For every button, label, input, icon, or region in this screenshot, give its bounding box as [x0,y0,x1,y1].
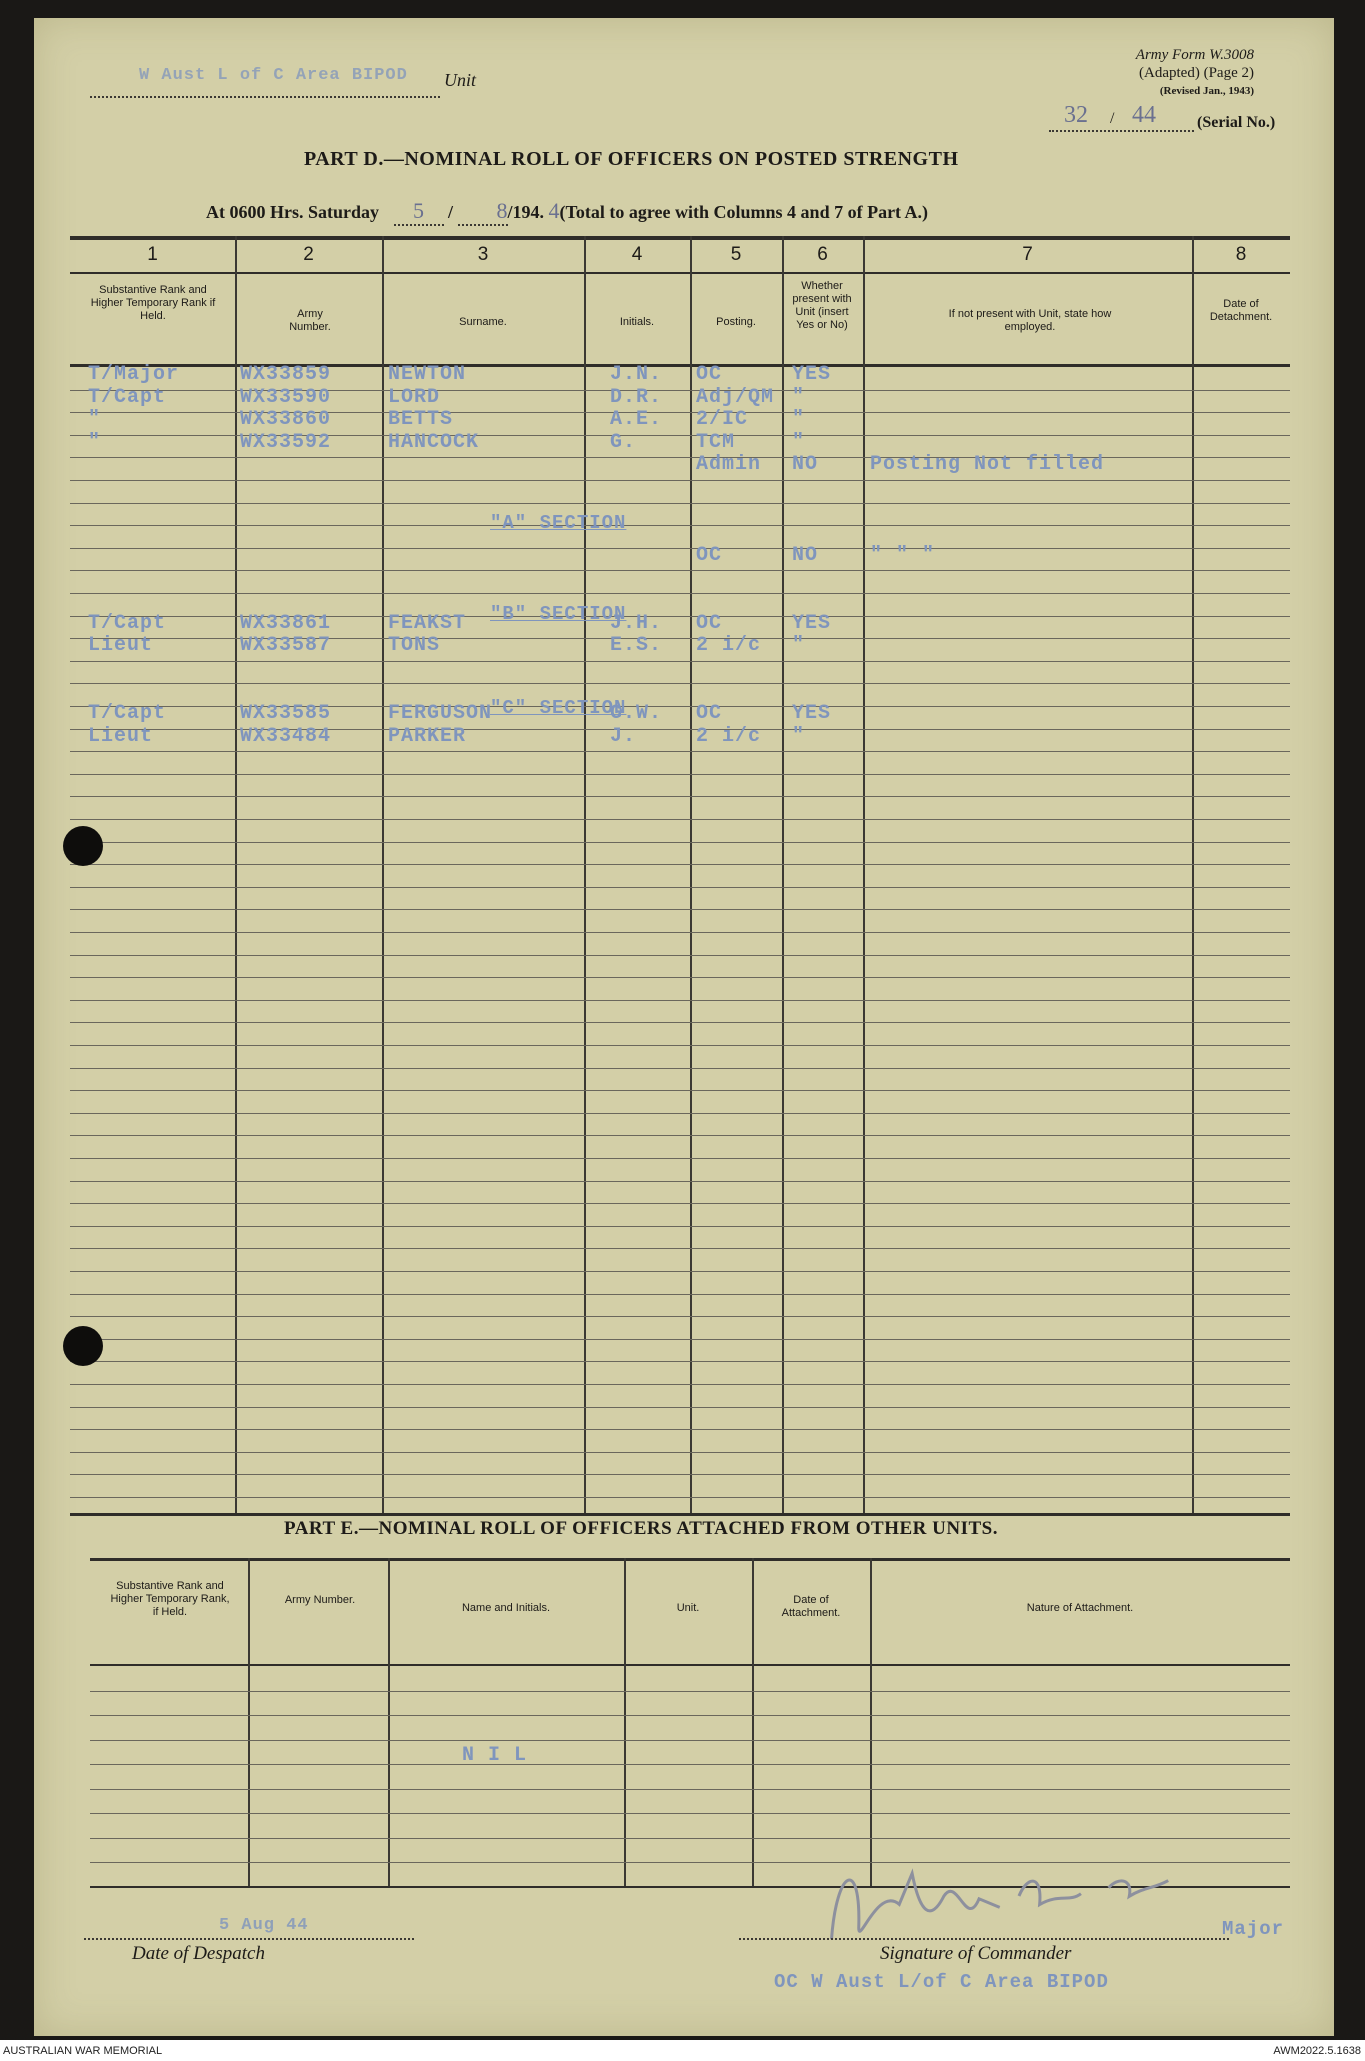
part-e-nil-entry: N I L [462,1744,528,1767]
serial-number-a: 32 [1064,102,1088,128]
signature-dotted-line [739,1936,1229,1940]
entry-surname: PARKER [388,724,467,748]
serial-slash: / [1110,110,1115,127]
ruled-line [70,1068,1290,1069]
ruled-line [70,1384,1290,1385]
entry-posting: 2 i/c [696,724,762,748]
entry-rank: T/Capt [88,611,167,635]
col-divider-1 [235,236,237,1513]
e-header-name: Name and Initials. [461,1602,551,1614]
ruled-line [90,1789,1290,1790]
entry-number: WX33585 [240,702,332,725]
ruled-line [70,1294,1290,1295]
entry-posting: OC [696,611,723,635]
entry-number: WX33859 [240,363,332,386]
ruled-line [70,751,1290,752]
punch-hole-top [63,826,103,866]
entry-rank: T/Capt [88,702,167,725]
ruled-line [70,1407,1290,1408]
entry-initials: J. [610,724,637,748]
month-field [458,198,508,226]
ruled-line [70,977,1290,978]
ruled-line [70,864,1290,865]
ruled-line [70,932,1290,933]
ruled-line [70,593,1290,594]
archive-name: AUSTRALIAN WAR MEMORIAL [3,2045,163,2057]
ruled-line [70,1429,1290,1430]
ruled-line [90,1691,1290,1692]
ruled-line [70,1474,1290,1475]
e-header-unit: Unit. [676,1602,700,1614]
archive-footer [0,2042,1365,2061]
ruled-line [70,1226,1290,1227]
entry-surname: LORD [388,385,441,409]
entry-initials: J.H. [610,611,663,635]
ruled-line [70,661,1290,662]
date-line [206,198,928,226]
ruled-line [70,1271,1290,1272]
ruled-line [90,1740,1290,1741]
ruled-line [70,1497,1290,1498]
col-header-posting: Posting. [716,316,756,328]
form-revised: (Revised Jan., 1943) [1159,85,1254,97]
e-header-nature: Nature of Attachment. [1026,1602,1134,1614]
entry-initials: D.R. [610,385,663,409]
ruled-line [70,503,1290,504]
month-value: 8 [496,198,508,223]
col-number-4: 4 [631,244,643,265]
form-adapted: (Adapted) (Page 2) [1139,65,1254,81]
entry-posting: OC [696,702,723,725]
day-value: 5 [413,198,425,223]
date-slash-1: / [448,202,454,222]
date-slash-2: / [507,202,513,222]
part-d-bottom-border [70,1513,1290,1516]
part-d-title: PART D.—NOMINAL ROLL OF OFFICERS ON POSTED STRENGTH [304,148,959,170]
ruled-line [70,1022,1290,1023]
ruled-line [70,548,1290,549]
entry-present: " [792,724,806,748]
ruled-line [70,1045,1290,1046]
entry-present: YES [792,611,832,635]
col-header-army-number: Army Number. [289,308,331,333]
ruled-line [70,1452,1290,1453]
part-d-top-border [70,236,1290,240]
form-reference [994,46,1254,100]
entry-present: " [792,408,806,432]
entry-initials: A.E. [610,408,663,432]
ruled-line [70,1316,1290,1317]
ruled-line [70,1000,1290,1001]
ruled-line [70,887,1290,888]
entry-present: NO [792,543,819,567]
entry-rank: " [88,430,102,454]
entry-surname: BETTS [388,408,454,432]
entry-employed: Posting Not filled [870,453,1105,477]
entry-posting: 2/IC [696,408,749,432]
commander-title: OC W Aust L/of C Area BIPOD [774,1971,1109,1993]
ruled-line [70,1158,1290,1159]
col-number-3: 3 [477,244,489,265]
col-number-2: 2 [303,244,314,265]
year-digit: 4 [548,198,560,223]
despatch-date-value: 5 Aug 44 [219,1916,309,1935]
entry-initials: E.S. [610,634,663,658]
entry-number: WX33587 [240,634,332,658]
ruled-line [70,796,1290,797]
entry-posting: Admin [696,453,762,477]
section-heading: "A" SECTION [490,512,627,535]
year-prefix: 194. [512,202,545,222]
entry-present: YES [792,363,832,386]
ruled-line [70,683,1290,684]
ruled-line [70,1339,1290,1340]
col-header-rank: Substantive Rank and Higher Temporary Rank if Held. [90,284,216,322]
entry-rank: T/Major [88,363,180,386]
unit-typed-value: W Aust L of C Area BIPOD [139,66,408,85]
form-page [34,18,1334,2036]
ruled-line [70,1113,1290,1114]
entry-surname: HANCOCK [388,430,480,454]
col-number-5: 5 [730,244,742,265]
ruled-line [70,525,1290,526]
section-heading: "C" SECTION [490,697,627,720]
col-header-initials: Initials. [619,316,655,328]
entry-rank: Lieut [88,634,154,658]
archive-id: AWM2022.5.1638 [1273,2045,1361,2057]
entry-number: WX33860 [240,408,332,432]
entry-posting: OC [696,543,723,567]
entry-initials: J.N. [610,363,663,386]
e-header-date: Date of Attachment. [781,1594,841,1619]
col-divider-4 [690,236,692,1513]
entry-present: NO [792,453,819,477]
despatch-dotted-line [84,1936,414,1940]
entry-present: " [792,385,806,409]
date-suffix: (Total to agree with Columns 4 and 7 of Part A.) [559,202,929,222]
entry-present: " [792,634,806,658]
ruled-line [90,1764,1290,1765]
ruled-line [70,1181,1290,1182]
col-divider-2 [382,236,384,1513]
e-col-divider-1 [248,1558,250,1886]
ruled-line [90,1813,1290,1814]
ruled-line [70,1248,1290,1249]
entry-rank: " [88,408,102,432]
e-header-rank: Substantive Rank and Higher Temporary Rank, if Held. [110,1580,230,1618]
ruled-line [70,480,1290,481]
entry-initials: G.W. [610,702,663,725]
entry-employed: " " " [870,543,936,567]
part-e-header-bottom-border [90,1664,1290,1666]
entry-initials: G. [610,430,637,454]
col-divider-7 [1192,236,1194,1513]
col-divider-3 [584,236,586,1513]
punch-hole-bottom [63,1326,103,1366]
entry-present: " [792,430,806,454]
despatch-label: Date of Despatch [132,1943,265,1964]
ruled-line [70,819,1290,820]
commander-rank: Major [1222,1918,1285,1940]
entry-number: WX33484 [240,724,332,748]
e-col-divider-4 [752,1558,754,1886]
entry-rank: Lieut [88,724,154,748]
entry-number: WX33861 [240,611,332,635]
day-field [394,198,444,226]
col-divider-6 [863,236,865,1513]
ruled-line [70,909,1290,910]
ruled-line [90,1715,1290,1716]
col-number-1: 1 [147,244,158,265]
entry-number: WX33592 [240,430,332,454]
entry-present: YES [792,702,832,725]
col-divider-5 [782,236,784,1513]
unit-label: Unit [444,70,477,90]
col-header-surname: Surname. [459,316,507,328]
entry-surname: FERGUSON [388,702,493,725]
ruled-line [70,457,1290,458]
ruled-line [70,774,1290,775]
ruled-line [70,1203,1290,1204]
part-d-table [70,236,1290,1516]
col-header-employed: If not present with Unit, state how employed. [948,308,1112,333]
col-number-8: 8 [1235,244,1247,265]
col-number-7: 7 [1022,244,1033,265]
col-header-present: Whether present with Unit (insert Yes or No) [792,280,852,331]
ruled-line [70,842,1290,843]
entry-surname: TONS [388,634,441,658]
entry-posting: 2 i/c [696,634,762,658]
ruled-line [70,570,1290,571]
part-d-number-row-border [70,272,1290,274]
serial-number-b: 44 [1132,102,1156,128]
form-name: Army Form W.3008 [1135,47,1254,63]
entry-posting: Adj/QM [696,385,775,409]
ruled-line [70,955,1290,956]
ruled-line [70,1361,1290,1362]
col-number-6: 6 [817,244,828,265]
signature-label: Signature of Commander [880,1943,1072,1964]
entry-posting: TCM [696,430,736,454]
entry-rank: T/Capt [88,385,167,409]
ruled-line [70,1090,1290,1091]
entry-posting: OC [696,363,723,386]
section-heading: "B" SECTION [490,602,627,625]
entry-surname: NEWTON [388,363,467,386]
date-prefix: At 0600 Hrs. Saturday [206,202,380,222]
e-header-army-number: Army Number. [284,1594,356,1606]
part-e-top-border [90,1558,1290,1561]
ruled-line [70,1135,1290,1136]
entry-surname: FEAKST [388,611,467,635]
entry-number: WX33590 [240,385,332,409]
col-header-detachment: Date of Detachment. [1209,298,1273,323]
serial-label: (Serial No.) [1197,114,1276,131]
part-e-title: PART E.—NOMINAL ROLL OF OFFICERS ATTACHED FROM OTHER UNITS. [284,1518,998,1539]
